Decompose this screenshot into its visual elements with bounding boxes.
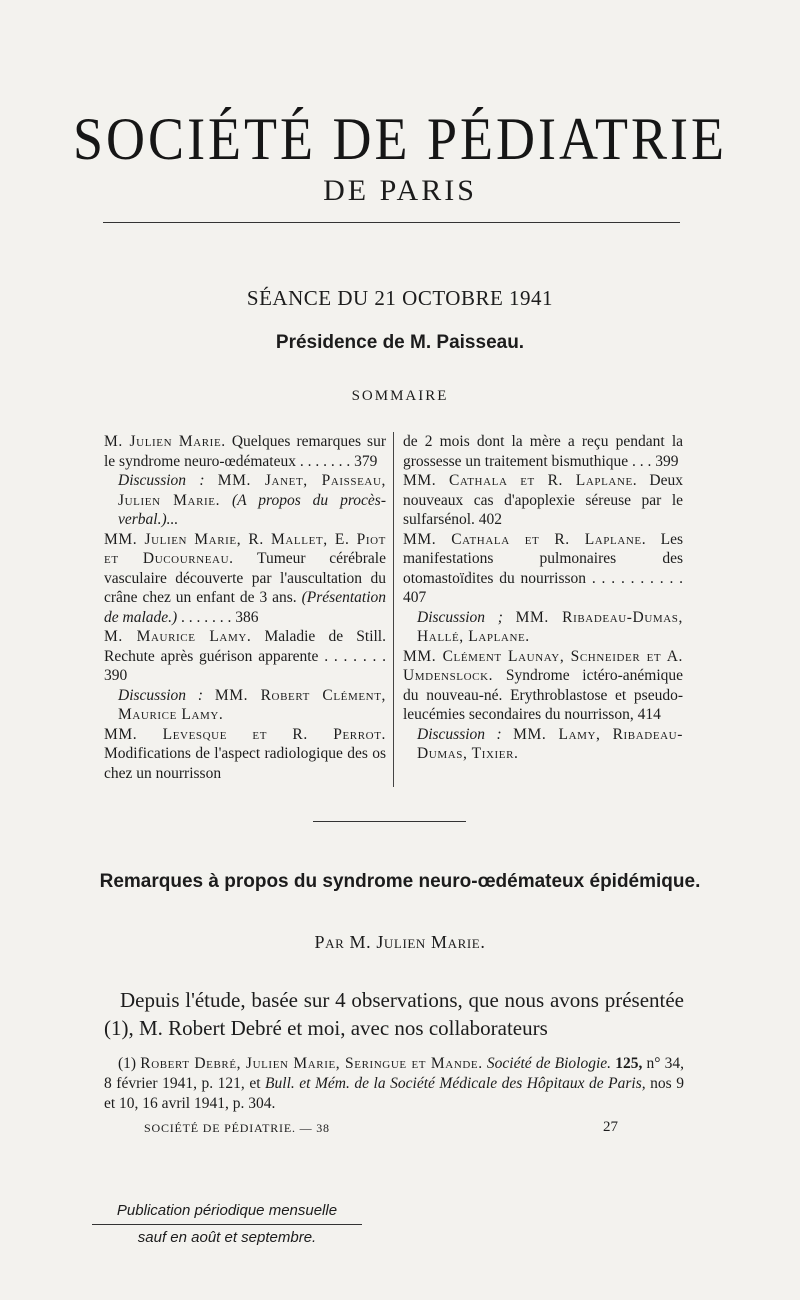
byline-text: Par M. Julien Marie.: [314, 932, 486, 952]
sommaire-heading: SOMMAIRE: [351, 388, 449, 404]
entry-page: 390: [104, 667, 128, 684]
entry-authors: M. Maurice Lamy.: [104, 628, 252, 645]
footnote-end: nos 9 et 10, 16 avril 1941, p. 304.: [104, 1075, 684, 1112]
entry-note: (Présentation de malade.): [104, 589, 386, 626]
entry-authors: MM. Julien Marie, R. Mallet, E. Piot et Ducourneau.: [104, 530, 386, 567]
entry-text: Maladie de Still. Rechute après guérison apparente: [104, 628, 386, 665]
entry-note: (A propos du procès-verbal.)...: [118, 491, 386, 528]
entry-page: 402: [478, 511, 503, 528]
entry-page: 386: [235, 608, 259, 626]
sommaire-entry: MM. Cathala et R. Laplane. Les manifestations pulmonaires des otomastoïdites du nourrisson . . . . . . . . . . 407 Discussion ; MM. Ribadeau-Dumas, Hallé, Laplane.: [403, 530, 684, 645]
entry-authors: MM. Cathala et R. Laplane.: [403, 530, 647, 548]
entry-text: de 2 mois dont la mère a reçu pendant la grossesse un traitement bismuthique: [403, 433, 683, 470]
sommaire-entry: M. Julien Marie. Quelques remarques sur le syndrome neuro-œdémateux . . . . . . . 379 Discussion : MM. Janet, Paisseau, Julien Marie. (A propos du procès-verbal.)...: [104, 433, 387, 528]
entry-authors: MM. Clément Launay, Schneider et A. Umdenslock.: [403, 647, 683, 684]
discussion-label: Discussion ;: [417, 608, 503, 626]
column-divider: [393, 432, 394, 787]
sommaire-entry: M. Maurice Lamy. Maladie de Still. Rechute après guérison apparente . . . . . . . 390 Discussion : MM. Robert Clément, Maurice Lamy.: [104, 628, 387, 723]
entry-text: Tumeur cérébrale vasculaire découverte par l'auscultation du crâne chez un enfant de 3 ans.: [104, 550, 386, 606]
entry-authors: M. Julien Marie.: [104, 433, 226, 450]
entry-page: 407: [403, 589, 427, 606]
page-number: 27: [603, 1119, 618, 1135]
entry-page: 379: [354, 452, 378, 470]
sommaire-entry: [403, 471, 683, 530]
entry-text: Modifications de l'aspect radiologique des os chez un nourrisson: [104, 745, 386, 782]
entry-page: 399: [655, 452, 679, 470]
discussion-names: MM. Lamy, Ribadeau-Dumas, Tixier.: [417, 725, 683, 762]
discussion-names: MM. Ribadeau-Dumas, Hallé, Laplane.: [417, 608, 683, 645]
entry-text: Les manifestations pulmonaires des otomastoïdites du nourrisson: [403, 530, 683, 587]
entry-text: Syndrome ictéro-anémique du nouveau-né. Erythroblastose et pseudo-leucémies secondaires du nourrisson,: [403, 667, 684, 723]
article-byline: [0, 932, 800, 953]
publication-stamp: [92, 1200, 362, 1249]
footnote: [104, 1054, 684, 1114]
footnote-journal-2: Bull. et Mém. de la Société Médicale des Hôpitaux de Paris,: [265, 1075, 646, 1092]
running-head: SOCIÉTÉ DE PÉDIATRIE. — 38: [144, 1121, 330, 1135]
sommaire-entry: [403, 647, 683, 764]
sommaire-entry: [104, 725, 386, 784]
sommaire-entry: de 2 mois dont la mère a reçu pendant la grossesse un traitement bismuthique . . . 399: [403, 433, 683, 470]
footnote-journal: Société de Biologie.: [486, 1055, 612, 1072]
entry-page: 414: [637, 706, 661, 723]
footnote-volume: 125,: [615, 1055, 643, 1072]
footnote-authors: Robert Debré, Julien Marie, Seringue et Mande.: [140, 1055, 483, 1072]
footnote-marker: (1): [118, 1055, 137, 1072]
footnote-issue: n° 34, 8 février 1941, p. 121, et: [104, 1055, 685, 1092]
discussion-label: Discussion :: [118, 686, 204, 704]
article-body: Depuis l'étude, basée sur 4 observations, que nous avons présentée (1), M. Robert Debré et moi, avec nos collaborateurs: [104, 988, 684, 1040]
discussion-names: MM. Janet, Paisseau, Julien Marie.: [118, 472, 386, 509]
entry-text: Deux nouveaux cas d'apoplexie séreuse par le sulfarsénol.: [403, 472, 683, 528]
sommaire-left-column: [104, 432, 386, 783]
title-rule: [103, 222, 680, 223]
presidence-line: Présidence de M. Paisseau.: [275, 332, 525, 353]
journal-subtitle: DE PARIS: [323, 174, 477, 207]
discussion-label: Discussion :: [417, 725, 502, 743]
seance-heading: SÉANCE DU 21 OCTOBRE 1941: [246, 286, 554, 310]
entry-text: Quelques remarques sur le syndrome neuro-œdémateux: [104, 433, 387, 470]
stamp-line-1: Publication périodique mensuelle: [92, 1200, 362, 1225]
discussion-label: Discussion :: [118, 472, 205, 489]
sommaire-entry: MM. Julien Marie, R. Mallet, E. Piot et Ducourneau. Tumeur cérébrale vasculaire découverte par l'auscultation du crâne chez un enfant de 3 ans. (Présentation de malade.) . . . . . . . 386: [104, 530, 386, 626]
stamp-line-2: sauf en août et septembre.: [137, 1229, 317, 1246]
journal-title: SOCIÉTÉ DE PÉDIATRIE: [73, 105, 727, 173]
entry-authors: MM. Levesque et R. Perrot.: [104, 725, 386, 743]
section-rule: [313, 821, 466, 822]
article-title: Remarques à propos du syndrome neuro-œdémateux épidémique.: [99, 871, 701, 892]
discussion-names: MM. Robert Clément, Maurice Lamy.: [118, 686, 386, 723]
sommaire-right-column: [403, 432, 683, 764]
entry-authors: MM. Cathala et R. Laplane.: [403, 472, 638, 489]
